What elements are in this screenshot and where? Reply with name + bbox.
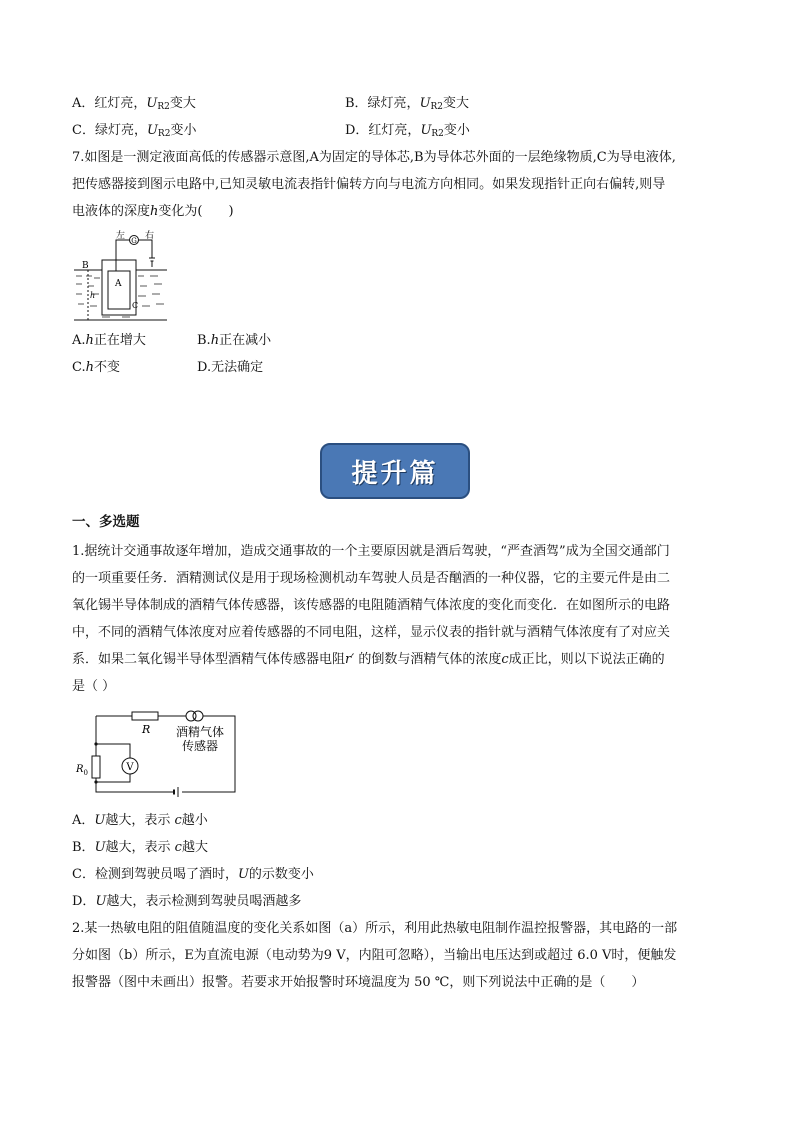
q6-option-c-sym: U <box>146 123 158 138</box>
q1-resistor-r <box>132 712 158 720</box>
q1-option-b-mid: 越大，表示 <box>105 840 175 855</box>
q1-line-3: 氧化锡半导体制成的酒精气体传感器，该传感器的电阻随酒精气体浓度的变化而变化．在如图所示的电路 <box>72 598 671 613</box>
section-title: 一、多选题 <box>72 514 140 530</box>
q7-option-b-post: 正在减小 <box>219 333 272 348</box>
section-banner: 提升篇 <box>320 443 470 499</box>
q1-line-5-mid: 的倒数与酒精气体的浓度 <box>354 652 502 667</box>
q7-option-b-pre: B. <box>197 333 211 348</box>
q1-option-d-post: 越大，表示检测到驾驶员喝酒越多 <box>106 894 302 909</box>
q6-option-b <box>345 95 469 116</box>
q6-option-a-tail: 变大 <box>169 96 196 111</box>
q2-line-1: 2.某一热敏电阻的阻值随温度的变化关系如图（a）所示，利用此热敏电阻制作温控报警器，其电路的一部 <box>72 921 678 936</box>
q7-option-a-post: 正在增大 <box>93 333 146 348</box>
q1-option-a-sym: U <box>94 813 106 828</box>
q1-fig-r0-sub: 0 <box>83 769 88 777</box>
q7-fig-right: 右 <box>145 231 155 241</box>
q7-option-c <box>72 359 120 377</box>
q6-option-c-text: C．绿灯亮， <box>72 123 147 138</box>
q6-option-b-sub: R2 <box>430 102 444 112</box>
q1-line-4: 中，不同的酒精气体浓度对应着传感器的不同电阻，这样，显示仪表的指针就与酒精气体浓度有了对应关 <box>72 625 671 640</box>
q7-option-a-sym: h <box>85 333 94 348</box>
q1-fig-r: R <box>142 723 151 736</box>
q6-option-d-sub: R2 <box>431 129 444 139</box>
q6-option-b-sym: U <box>419 96 431 111</box>
q6-option-b-text: B．绿灯亮， <box>345 96 420 111</box>
q7-line-2: 把传感器接到图示电路中,已知灵敏电流表指针偏转方向与电流方向相同。如果发现指针正向右偏转,则导 <box>72 177 666 192</box>
q7-option-b <box>197 332 271 350</box>
q7-conductor-a <box>108 271 130 309</box>
q6-option-b-tail: 变大 <box>443 96 470 111</box>
q1-option-d-sym: U <box>95 894 107 909</box>
q1-fig-sensor-1: 酒精气体 <box>176 725 225 739</box>
q2-line-3: 报警器（图中未画出）报警。若要求开始报警时环境温度为 50 ℃，则下列说法中正确的是（ ） <box>72 975 645 990</box>
q6-option-c <box>72 122 196 143</box>
q6-option-c-tail: 变小 <box>170 123 197 138</box>
q1-option-d-pre: D． <box>72 894 96 909</box>
q6-option-a-sub: R2 <box>157 102 170 112</box>
q7-line-1: 7.如图是一测定液面高低的传感器示意图,A为固定的导体芯,B为导体芯外面的一层绝缘物质,C为导电液体, <box>72 150 676 165</box>
q6-option-d-tail: 变小 <box>443 123 470 138</box>
q1-line-1: 1.据统计交通事故逐年增加，造成交通事故的一个主要原因就是酒后驾驶，“严查酒驾”成为全国交通部门 <box>72 544 670 559</box>
q1-circuit-figure <box>74 704 242 802</box>
q7-fig-h: h <box>90 291 96 300</box>
q1-fig-v: V <box>126 762 134 773</box>
q7-option-a <box>72 332 146 350</box>
q7-option-a-pre: A. <box>72 333 86 348</box>
q1-option-b-post: 越大 <box>181 840 208 855</box>
q1-fig-r0-main: R <box>76 764 84 775</box>
q1-line-2: 的一项重要任务．酒精测试仪是用于现场检测机动车驾驶人员是否酗酒的一种仪器，它的主要元件是由二 <box>72 571 671 586</box>
q7-option-c-sym: h <box>85 360 94 375</box>
q6-option-d-text: D．红灯亮， <box>345 123 421 138</box>
q7-line-3 <box>72 203 234 221</box>
q7-sensor-figure <box>72 228 172 328</box>
q6-option-a <box>72 95 196 116</box>
q2-line-2: 分如图（b）所示，E为直流电源（电动势为9 V，内阻可忽略），当输出电压达到或超过 6.0 V时，便触发 <box>72 948 677 963</box>
q7-option-d-post: 无法确定 <box>211 360 264 375</box>
q1-option-a-sym2: c <box>174 813 182 828</box>
q1-option-c-sym: U <box>237 867 249 882</box>
q7-fig-c: C <box>132 301 139 310</box>
q7-fig-left: 左 <box>116 231 126 241</box>
q7-fig-b: B <box>82 261 89 271</box>
q1-line-6: 是（ ） <box>72 679 116 694</box>
q1-line-5-sym: r′ <box>345 652 355 667</box>
q1-option-b <box>72 839 208 857</box>
q7-line-3-pre: 电液体的深度 <box>72 204 151 219</box>
q1-option-b-pre: B． <box>72 840 95 855</box>
q1-line-5-pre: 系．如果二氧化锡半导体型酒精气体传感器电阻 <box>72 652 346 667</box>
q7-option-b-sym: h <box>210 333 220 348</box>
q1-line-5-sym2: c <box>501 652 509 667</box>
q1-option-b-sym: U <box>94 840 106 855</box>
q7-line-3-sym: h <box>150 204 159 219</box>
q1-fig-r0 <box>75 764 88 777</box>
q7-option-d <box>197 359 263 377</box>
q1-option-d <box>72 893 301 911</box>
q6-option-d-sym: U <box>420 123 432 138</box>
q1-option-a <box>72 812 208 830</box>
q1-option-a-mid: 越大，表示 <box>105 813 175 828</box>
q7-option-d-pre: D. <box>197 360 212 375</box>
q6-option-a-sym: U <box>146 96 158 111</box>
q1-option-a-pre: A． <box>72 813 95 828</box>
q6-option-d <box>345 122 470 143</box>
q1-fig-sensor-2: 传感器 <box>182 739 219 753</box>
q7-line-3-post: 变化为( ) <box>158 204 234 219</box>
q6-option-c-sub: R2 <box>157 129 171 139</box>
q1-resistor-r0 <box>92 756 100 778</box>
q1-option-c-post: 的示数变小 <box>248 867 314 882</box>
q7-option-c-pre: C. <box>72 360 86 375</box>
q7-fig-a: A <box>115 279 122 289</box>
q1-option-a-post: 越小 <box>181 813 208 828</box>
q7-fig-g: G <box>131 237 137 245</box>
q7-option-c-post: 不变 <box>94 360 121 375</box>
q1-line-5-post: 成正比，则以下说法正确的 <box>508 652 665 667</box>
q1-line-5 <box>72 651 665 669</box>
q1-option-c <box>72 866 314 884</box>
q6-option-a-text: A．红灯亮， <box>72 96 147 111</box>
q1-option-b-sym2: c <box>174 840 182 855</box>
q1-option-c-pre: C．检测到驾驶员喝了酒时， <box>72 867 238 882</box>
